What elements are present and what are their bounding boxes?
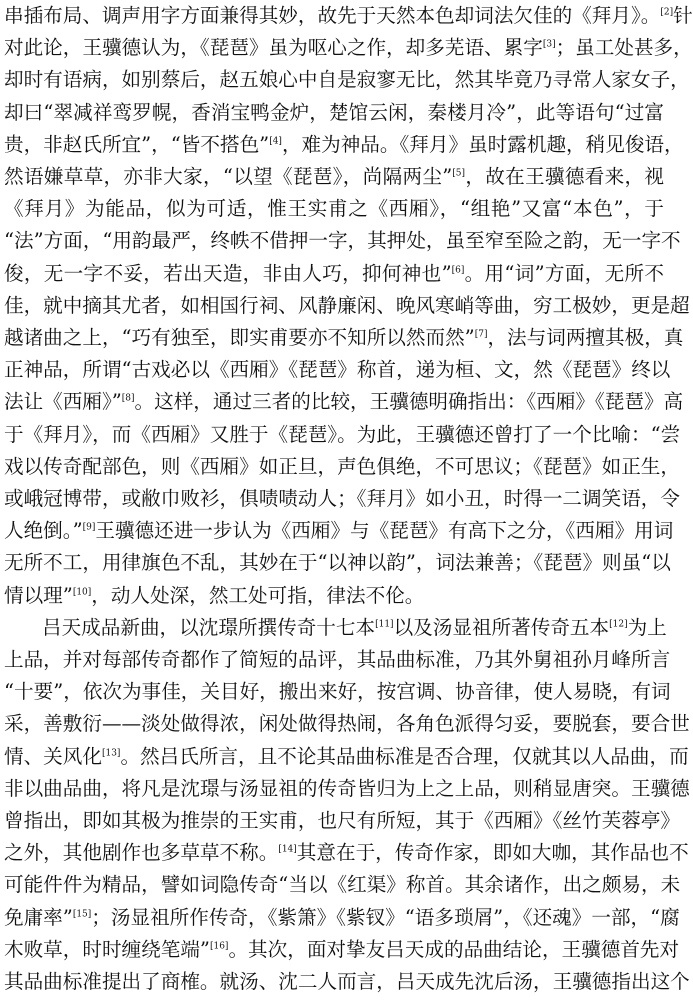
text-line: 之外，其他剧作也多草草不称。[14]其意在于，传奇作家，即如大咖，其作品也不 [4, 841, 689, 864]
text-line: 佳，就中摘其尤者，如相国行祠、风静廉闲、晚风寒峭等曲，穷工极妙，更是超 [4, 294, 690, 317]
text-line: 法让《西厢》”[8]。这样，通过三者的比较，王骥德明确指出：《西厢》《琵琶》高 [4, 390, 684, 413]
footnote-ref: [6] [451, 265, 465, 276]
text-line: 无所不工，用律旗色不乱，其妙在于“以神以韵”，词法兼善；《琵琶》则虽“以 [4, 551, 671, 574]
text-line: 非以曲品曲，将凡是沈璟与汤显祖的传奇皆归为上之上品，则稍显唐突。王骥德 [4, 777, 690, 800]
text-line: 却曰“翠减祥鸾罗幌，香消宝鸭金炉，楚馆云闲，秦楼月冷”，此等语句“过富 [4, 101, 664, 124]
text-line: 可能件件为精品，譬如词隐传奇“当以《红渠》称首。其余诸作，出之颇易，未 [4, 873, 681, 896]
text-line: 人绝倒。”[9]王骥德还进一步认为《西厢》与《琵琶》有高下之分，《西厢》用词 [4, 519, 674, 542]
footnote-ref: [4] [269, 136, 282, 147]
text-line: 却时有语病，如别蔡后，赵五娘心中自是寂寥无比，然其毕竟乃寻常人家女子， [4, 68, 690, 91]
text-line: 越诸曲之上，“巧有独至，即实甫要亦不知所以然而然”[7]，法与词两擅其极，真 [4, 326, 684, 349]
text-line: 对此论，王骥德认为，《琵琶》虽为呕心之作，却多芜语、累字[3]；虽工处甚多， [4, 36, 693, 59]
text-line: 或峨冠博带，或敝巾败衫，俱啧啧动人；《拜月》如小丑，时得一二调笑语，令 [4, 487, 680, 510]
text-line: 俊，无一字不妥，若出天造，非由人巧，抑何神也”[6]。用“词”方面，无所不 [4, 262, 664, 285]
footnote-ref: [12] [609, 619, 628, 630]
text-line: “法”方面，“用韵最严，终帙不借押一字，其押处，虽至窄至险之韵，无一字不 [4, 229, 681, 252]
footnote-ref: [10] [72, 587, 92, 598]
text-line: 然语嫌草草，亦非大家，“以望《琵琶》，尚隔两尘”[5]，故在王骥德看来，视 [4, 165, 665, 188]
text-line: 贵，非赵氏所宜”，“皆不搭色”[4]，难为神品。《拜月》虽时露机趣，稍见俊语， [4, 133, 684, 156]
text-line: 其品曲标准提出了商榷。就汤、沈二人而言，吕天成先沈后汤，王骥德指出这个 [4, 970, 690, 993]
text-line: 吕天成品新曲，以沈璟所撰传奇十七本[11]以及汤显祖所著传奇五本[12]为上 [42, 616, 667, 639]
footnote-ref: [16] [209, 941, 229, 952]
footnote-ref: [14] [278, 844, 297, 855]
footnote-ref: [15] [72, 909, 92, 920]
footnote-ref: [3] [542, 39, 556, 50]
footnote-ref: [7] [474, 329, 488, 340]
footnote-ref: [5] [452, 168, 466, 179]
footnote-ref: [13] [101, 748, 121, 759]
text-line: 正神品，所谓“古戏必以《西厢》《琵琶》称首，递为桓、文，然《琵琶》终以 [4, 358, 671, 381]
text-line: 木败草，时时缠绕笔端”[16]。其次，面对挚友吕天成的品曲结论，王骥德首先对 [4, 938, 680, 961]
text-line: 串插布局、调声用字方面兼得其妙，故先于天然本色却词法欠佳的《拜月》。[2]针 [4, 4, 693, 27]
text-line: 曾指出，即如其极为推崇的王实甫，也尺有所短，其于《西厢》《丝竹芙蓉亭》 [4, 809, 680, 832]
text-line: 于《拜月》，而《西厢》又胜于《琵琶》。为此，王骥德还曾打了一个比喻：“尝 [4, 423, 681, 446]
text-line: 情、关风化[13]。然吕氏所言，且不论其品曲标准是否合理，仅就其以人品曲，而 [4, 745, 689, 768]
footnote-ref: [2] [660, 7, 674, 18]
text-line: 情以理”[10]，动人处深，然工处可指，律法不伦。 [4, 584, 425, 607]
text-line: 免庸率”[15]；汤显祖所作传奇，《紫箫》《紫钗》“语多琐屑”，《还魂》一部，“腐 [4, 906, 680, 929]
footnote-ref: [8] [121, 393, 135, 404]
text-line: 戏以传奇配部色，则《西厢》如正旦，声色俱绝，不可思议；《琵琶》如正生， [4, 455, 680, 478]
text-line: 采，善敷衍——淡处做得浓，闲处做得热闹，各角色派得匀妥，要脱套，要合世 [4, 712, 690, 735]
text-line: 《拜月》为能品，似为可适，惟王实甫之《西厢》，“组艳”又富“本色”，于 [4, 197, 664, 220]
text-line: “十要”，依次为事佳，关目好，搬出来好，按宫调、协音律，使人易晓，有词 [4, 680, 671, 703]
text-line: 上品，并对每部传奇都作了简短的品评，其品曲标准，乃其外舅祖孙月峰所言 [4, 648, 671, 671]
footnote-ref: [11] [375, 619, 394, 630]
footnote-ref: [9] [82, 522, 96, 533]
